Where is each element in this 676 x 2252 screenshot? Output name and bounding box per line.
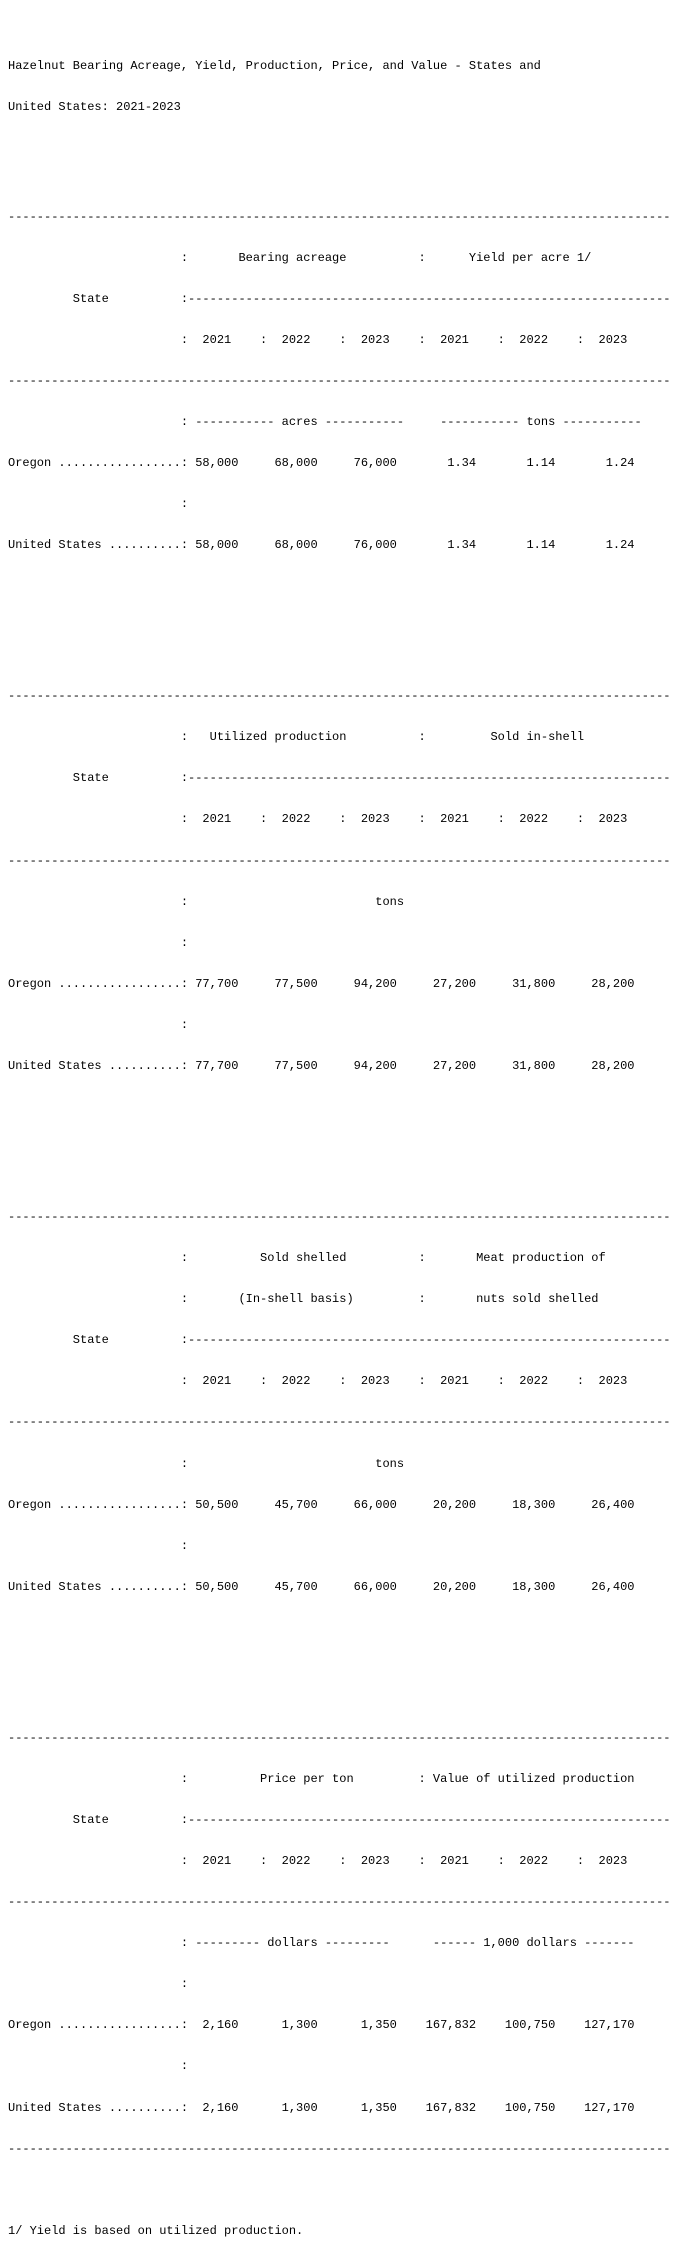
t3-year-header-row: : 2021 : 2022 : 2023 : 2021 : 2022 : 2023 xyxy=(8,1374,628,1389)
t2-row-spacer: : xyxy=(8,1018,189,1033)
t2-units-row: : tons xyxy=(8,894,405,909)
t2-row-oregon: Oregon .................: 77,700 77,500 94,200 27,200 31,800 28,200 xyxy=(8,976,635,991)
t2-row-united-states: United States ..........: 77,700 77,500 94,200 27,200 31,800 28,200 xyxy=(8,1059,635,1074)
t4-year-header-row: : 2021 : 2022 : 2023 : 2021 : 2022 : 2023 xyxy=(8,1853,628,1868)
t3-row-united-states: United States ..........: 50,500 45,700 66,000 20,200 18,300 26,400 xyxy=(8,1579,635,1594)
t2-top-rule: -------------------------------------------------------------------------------------------- xyxy=(8,689,671,704)
t3-state-header-row: State :------------------------------------------------------------------- xyxy=(8,1333,671,1348)
t2-group-header-row: : Utilized production : Sold in-shell xyxy=(8,730,585,745)
report-title-line-2: United States: 2021-2023 xyxy=(8,99,181,114)
t3-row-oregon: Oregon .................: 50,500 45,700 66,000 20,200 18,300 26,400 xyxy=(8,1497,635,1512)
table-section-acreage-yield xyxy=(8,183,676,621)
t3-group-header-row-2: : (In-shell basis) : nuts sold shelled xyxy=(8,1292,599,1307)
t1-bottom-spacer xyxy=(8,581,676,595)
t4-state-header-row: State :------------------------------------------------------------------- xyxy=(8,1812,671,1827)
t3-group-header-row-1: : Sold shelled : Meat production of xyxy=(8,1250,606,1265)
t1-header-rule: -------------------------------------------------------------------------------------------- xyxy=(8,373,671,388)
t2-state-header-row: State :------------------------------------------------------------------- xyxy=(8,771,671,786)
t1-row-united-states: United States ..........: 58,000 68,000 76,000 1.34 1.14 1.24 xyxy=(8,538,635,553)
t4-group-header-row: : Price per ton : Value of utilized production xyxy=(8,1771,635,1786)
t4-top-rule: -------------------------------------------------------------------------------------------- xyxy=(8,1730,671,1745)
rule-bottom: -------------------------------------------------------------------------------------------- xyxy=(8,2141,671,2156)
footnote: 1/ Yield is based on utilized production. xyxy=(8,2223,304,2238)
t1-row-spacer: : xyxy=(8,497,189,512)
t2-bottom-spacer xyxy=(8,1101,676,1115)
t2-header-rule: -------------------------------------------------------------------------------------------- xyxy=(8,853,671,868)
t4-units-spacer: : xyxy=(8,1977,189,1992)
t2-units-spacer: : xyxy=(8,935,189,950)
t4-row-oregon: Oregon .................: 2,160 1,300 1,350 167,832 100,750 127,170 xyxy=(8,2018,635,2033)
t4-header-rule: -------------------------------------------------------------------------------------------- xyxy=(8,1894,671,1909)
t4-units-row: : --------- dollars --------- ------ 1,000 dollars ------- xyxy=(8,1936,635,1951)
t1-units-row: : ----------- acres ----------- ----------- tons ----------- xyxy=(8,415,642,430)
table-section-production-inshell xyxy=(8,663,676,1143)
t4-row-united-states: United States ..........: 2,160 1,300 1,350 167,832 100,750 127,170 xyxy=(8,2100,635,2115)
t3-units-row: : tons xyxy=(8,1456,405,1471)
t1-state-header-row: State :------------------------------------------------------------------- xyxy=(8,291,671,306)
t3-top-rule: -------------------------------------------------------------------------------------------- xyxy=(8,1209,671,1224)
report-title-line-1: Hazelnut Bearing Acreage, Yield, Production, Price, and Value - States and xyxy=(8,58,541,73)
report-header xyxy=(8,32,676,142)
t1-row-oregon: Oregon .................: 58,000 68,000 76,000 1.34 1.14 1.24 xyxy=(8,456,635,471)
t3-header-rule: -------------------------------------------------------------------------------------------- xyxy=(8,1415,671,1430)
t1-group-header-row: : Bearing acreage : Yield per acre 1/ xyxy=(8,250,592,265)
t4-row-spacer: : xyxy=(8,2059,189,2074)
rule-top: -------------------------------------------------------------------------------------------- xyxy=(8,209,671,224)
t3-row-spacer: : xyxy=(8,1538,189,1553)
t1-year-header-row: : 2021 : 2022 : 2023 : 2021 : 2022 : 2023 xyxy=(8,332,628,347)
table-section-price-value xyxy=(8,1704,676,2184)
t2-year-header-row: : 2021 : 2022 : 2023 : 2021 : 2022 : 2023 xyxy=(8,812,628,827)
t3-bottom-spacer xyxy=(8,1622,676,1636)
table-section-shelled-meat xyxy=(8,1183,676,1663)
